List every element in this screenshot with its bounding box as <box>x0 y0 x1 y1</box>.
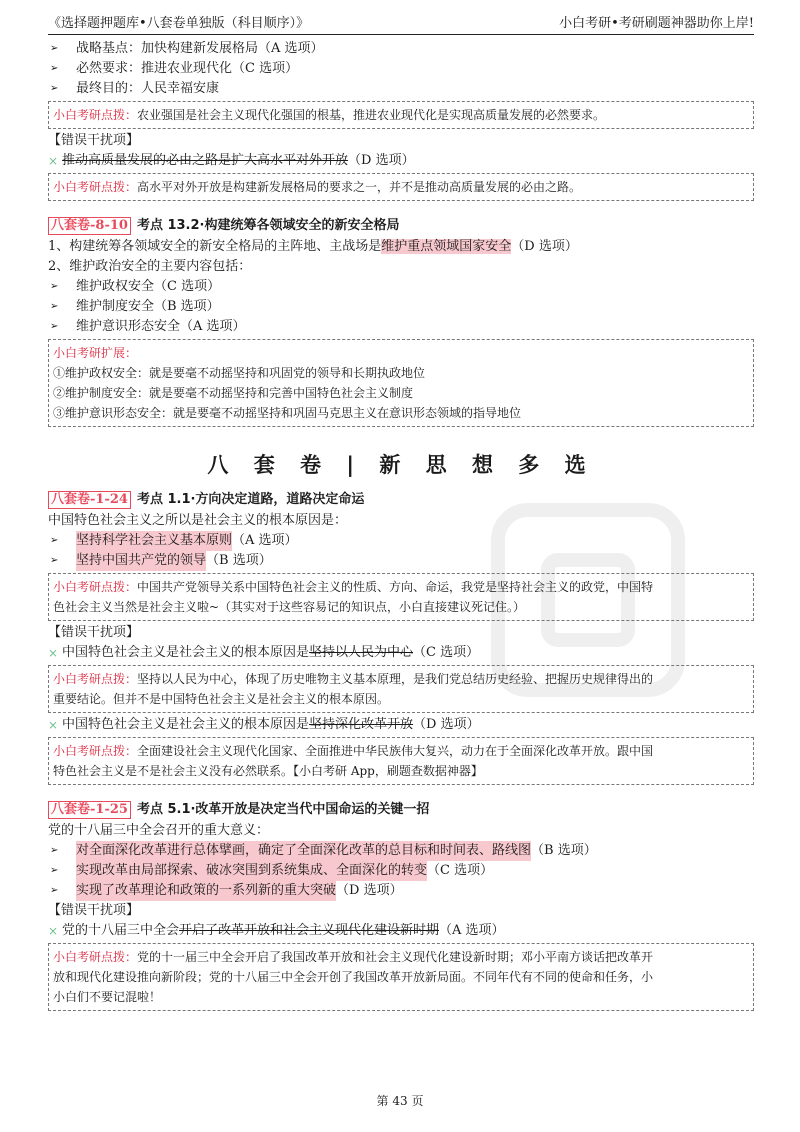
topic-title: 考点 13.2·构建统筹各领域安全的新安全格局 <box>136 218 400 233</box>
tip-box: 小白考研点拨：全面建设社会主义现代化国家、全面推进中华民族伟大复兴，动力在于全面深化改革开放。跟中国 特色社会主义是不是社会主义没有必然联系。【小白考研 App，刷题查数据神器】 <box>48 737 754 785</box>
arrow-bullet-icon: ➢ <box>50 321 59 332</box>
arrow-bullet-icon: ➢ <box>50 885 59 896</box>
list-item: ➢ 对全面深化改革进行总体擘画，确定了全面深化改革的总目标和时间表、路线图 （B 选项） <box>48 841 754 861</box>
error-heading: 【错误干扰项】 <box>48 133 140 148</box>
header-left: 《选择题押题库•八套卷单独版（科目顺序）》 <box>48 16 310 31</box>
arrow-bullet-icon: ➢ <box>50 555 59 566</box>
question-1-25: 八套卷-1-25 考点 5.1·改革开放是决定当代中国命运的关键一招 党的十八届三中全会召开的重大意义： ➢ 对全面深化改革进行总体擘画，确定了全面深化改革的总目标和时间表、路线图 （B 选项） ➢ 实现改革由局部探索、破冰突围到系统集成、全面深化的转变 （C 选项） ➢ 实现了改革理论和政策的一系列新的重大突破 （D 选项） 【错误干扰项】 × 党的十八届三中全会 开启了改革开放和社会主义现代化建设新时期 （A 选项） 小白考研点拨：党的十一届三中全会开启了我国改革开放和社会主义现代化建设新时期；邓小平南方谈话把改革开 放和现代化建设推向新阶段；党的十八届三中全会开创了我国改革开放新局面。不同年代有不同的使命和任务，小 小白们不要记混啦！ <box>48 799 754 1011</box>
arrow-bullet-icon: ➢ <box>50 63 59 74</box>
topic-title: 考点 1.1·方向决定道路，道路决定命运 <box>136 492 365 507</box>
extension-box: 小白考研扩展： ①维护政权安全：就是要毫不动摇坚持和巩固党的领导和长期执政地位 ②维护制度安全：就是要毫不动摇坚持和完善中国特色社会主义制度 ③维护意识形态安全：就是要毫不动摇坚持和巩固马克思主义在意识形态领域的指导地位 <box>48 339 754 427</box>
list-item: ➢ 实现了改革理论和政策的一系列新的重大突破 （D 选项） <box>48 881 754 901</box>
list-item: ➢ 坚持科学社会主义基本原则 （A 选项） <box>48 531 754 551</box>
error-heading: 【错误干扰项】 <box>48 903 140 918</box>
list-item: ➢ 维护政权安全（C 选项） <box>48 277 754 297</box>
cross-icon: × <box>48 154 59 168</box>
cross-icon: × <box>48 718 59 732</box>
question-tag: 八套卷-1-25 <box>48 801 131 819</box>
question-tag: 八套卷-8-10 <box>48 217 131 235</box>
tip-box: 小白考研点拨：党的十一届三中全会开启了我国改革开放和社会主义现代化建设新时期；邓小平南方谈话把改革开 放和现代化建设推向新阶段；党的十八届三中全会开创了我国改革开放新局面。不同年代有不同的使命和任务，小 小白们不要记混啦！ <box>48 943 754 1011</box>
list-item: ➢ 必然要求：推进农业现代化（C 选项） <box>48 59 754 79</box>
arrow-bullet-icon: ➢ <box>50 281 59 292</box>
tip-box: 小白考研点拨：坚持以人民为中心，体现了历史唯物主义基本原理，是我们党总结历史经验、把握历史规律得出的 重要结论。但并不是中国特色社会主义是社会主义的根本原因。 <box>48 665 754 713</box>
cross-icon: × <box>48 924 59 938</box>
page-header <box>48 12 754 35</box>
error-item: × 推动高质量发展的必由之路是扩大高水平对外开放 （D 选项） <box>48 151 754 171</box>
block-agriculture <box>48 39 754 201</box>
arrow-bullet-icon: ➢ <box>50 83 59 94</box>
arrow-bullet-icon: ➢ <box>50 865 59 876</box>
topic-title: 考点 5.1·改革开放是决定当代中国命运的关键一招 <box>136 802 430 817</box>
list-item: ➢ 维护制度安全（B 选项） <box>48 297 754 317</box>
question-8-10: 八套卷-8-10 考点 13.2·构建统筹各领域安全的新安全格局 1、构建统筹各领域安全的新安全格局的主阵地、主战场是维护重点领域国家安全（D 选项） 2、维护政治安全的主要内容包括： ➢ 维护政权安全（C 选项） ➢ 维护制度安全（B 选项） ➢ 维护意识形态安全（A 选项） 小白考研扩展： ①维护政权安全：就是要毫不动摇坚持和巩固党的领导和长期执政地位 ②维护制度安全：就是要毫不动摇坚持和完善中国特色社会主义制度 ③维护意识形态安全：就是要毫不动摇坚持和巩固马克思主义在意识形态领域的指导地位 <box>48 215 754 427</box>
page <box>48 12 754 1013</box>
list-item: ➢ 坚持中国共产党的领导 （B 选项） <box>48 551 754 571</box>
error-heading: 【错误干扰项】 <box>48 625 140 640</box>
list-item: ➢ 维护意识形态安全（A 选项） <box>48 317 754 337</box>
arrow-bullet-icon: ➢ <box>50 535 59 546</box>
header-right: 小白考研•考研刷题神器助你上岸! <box>559 16 754 31</box>
tip-box: 小白考研点拨：中国共产党领导关系中国特色社会主义的性质、方向、命运，我党是坚持社会主义的政党，中国特 色社会主义当然是社会主义啦~（其实对于这些容易记的知识点，小白直接建议死记住。） <box>48 573 754 621</box>
cross-icon: × <box>48 646 59 660</box>
error-item: × 中国特色社会主义是社会主义的根本原因是 坚持深化改革开放 （D 选项） <box>48 715 754 735</box>
tip-box: 小白考研点拨：高水平对外开放是构建新发展格局的要求之一，并不是推动高质量发展的必由之路。 <box>48 173 754 201</box>
arrow-bullet-icon: ➢ <box>50 43 59 54</box>
error-item: × 中国特色社会主义是社会主义的根本原因是 坚持以人民为中心 （C 选项） <box>48 643 754 663</box>
list-item: ➢ 战略基点：加快构建新发展格局（A 选项） <box>48 39 754 59</box>
question-1-24: 八套卷-1-24 考点 1.1·方向决定道路，道路决定命运 中国特色社会主义之所以是社会主义的根本原因是： ➢ 坚持科学社会主义基本原则 （A 选项） ➢ 坚持中国共产党的领导 （B 选项） 小白考研点拨：中国共产党领导关系中国特色社会主义的性质、方向、命运，我党是坚持社会主义的政党，中国特 色社会主义当然是社会主义啦~（其实对于这些容易记的知识点，小白直接建议死记住。） 【错误干扰项】 × 中国特色社会主义是社会主义的根本原因是 坚持以人民为中心 （C 选项） 小白考研点拨：坚持以人民为中心，体现了历史唯物主义基本原理，是我们党总结历史经验、把握历史规律得出的 重要结论。但并不是中国特色社会主义是社会主义的根本原因。 × 中国特色社会主义是社会主义的根本原因是 坚持深化改革开放 （D 选项） 小白考研点拨：全面建设社会主义现代化国家、全面推进中华民族伟大复兴，动力在于全面深化改革开放。跟中国 特色社会主义是不是社会主义没有必然联系。【小白考研 App，刷题查数据神器】 <box>48 489 754 785</box>
question-tag: 八套卷-1-24 <box>48 491 131 509</box>
error-item: × 党的十八届三中全会 开启了改革开放和社会主义现代化建设新时期 （A 选项） <box>48 921 754 941</box>
list-item: ➢ 最终目的：人民幸福安康 <box>48 79 754 99</box>
section-title: 八 套 卷 | 新 思 想 多 选 <box>207 453 595 477</box>
page-number: 第 43 页 <box>376 1094 424 1108</box>
arrow-bullet-icon: ➢ <box>50 845 59 856</box>
arrow-bullet-icon: ➢ <box>50 301 59 312</box>
tip-box: 小白考研点拨：农业强国是社会主义现代化强国的根基，推进农业现代化是实现高质量发展的必然要求。 <box>48 101 754 129</box>
list-item: ➢ 实现改革由局部探索、破冰突围到系统集成、全面深化的转变 （C 选项） <box>48 861 754 881</box>
